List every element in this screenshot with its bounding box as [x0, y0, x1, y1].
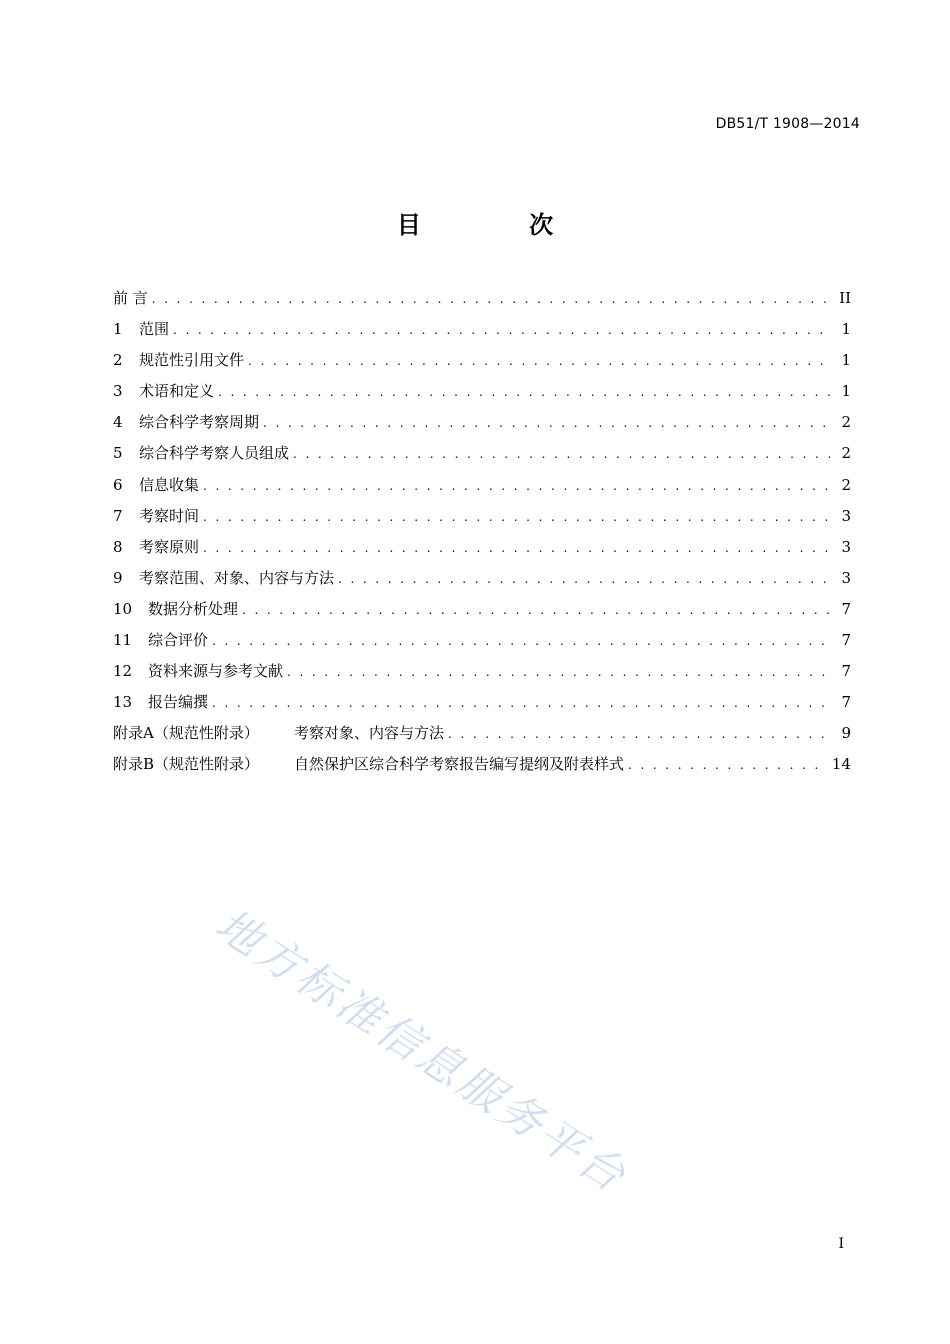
toc-entry-number: 11: [113, 631, 133, 650]
toc-entry[interactable]: [113, 594, 851, 625]
toc-entry-number: 12: [113, 662, 133, 681]
toc-entry-label: 考察对象、内容与方法: [294, 724, 445, 743]
toc-entry-label: 资料来源与参考文献: [148, 662, 284, 681]
toc-entry-label: 自然保护区综合科学考察报告编写提纲及附表样式: [294, 755, 625, 774]
toc-entry-page: 7: [841, 693, 851, 712]
toc-entry-number: 2: [113, 351, 123, 370]
toc-entry[interactable]: [113, 656, 851, 687]
toc-entry[interactable]: [113, 314, 851, 345]
toc-entry-number: 13: [113, 693, 133, 712]
toc-entry-label: 报告编撰: [148, 693, 209, 712]
toc-entry-number: 5: [113, 444, 123, 463]
toc-dot-leader: [448, 719, 833, 750]
toc-entry[interactable]: [113, 376, 851, 407]
toc-entry-page: 1: [841, 382, 851, 401]
toc-entry-label: 综合科学考察人员组成: [139, 444, 290, 463]
toc-entry-label: 信息收集: [139, 475, 200, 494]
toc-entry-label: 范围: [139, 320, 170, 339]
toc-entry[interactable]: [113, 501, 851, 532]
toc-entry-label: 术语和定义: [139, 382, 215, 401]
toc-dot-leader: [212, 626, 833, 657]
toc-dot-leader: [203, 502, 833, 533]
toc-entry-number: 8: [113, 537, 123, 556]
toc-dot-leader: [203, 471, 833, 502]
toc-entry-number: 7: [113, 506, 123, 525]
toc-entry-number: 1: [113, 320, 123, 339]
toc-entry-label: 考察时间: [139, 506, 200, 525]
toc-dot-leader: [242, 595, 833, 626]
standard-code: DB51/T 1908—2014: [715, 116, 860, 132]
toc-dot-leader: [248, 346, 833, 377]
toc-entry-label: 规范性引用文件: [139, 351, 245, 370]
toc-entry[interactable]: [113, 625, 851, 656]
toc-entry-number: 附录A（规范性附录）: [113, 724, 259, 743]
toc-entry-number: 10: [113, 599, 133, 618]
toc-entry-page: 2: [841, 475, 851, 494]
toc-entry-label: 综合评价: [148, 631, 209, 650]
toc-entry[interactable]: [113, 438, 851, 469]
toc-entry-page: 3: [841, 506, 851, 525]
watermark: 地方标准信息服务平台: [206, 899, 637, 1204]
toc-dot-leader: [212, 688, 833, 719]
page-number: I: [838, 1236, 844, 1252]
toc-entry-page: 14: [831, 755, 851, 774]
toc-entry[interactable]: [113, 532, 851, 563]
toc-entry-label: 考察范围、对象、内容与方法: [139, 568, 335, 587]
toc-entry-page: 9: [841, 724, 851, 743]
toc-dot-leader: [152, 284, 833, 315]
toc-dot-leader: [263, 408, 833, 439]
toc-entry-page: 7: [841, 662, 851, 681]
toc-entry-number: 3: [113, 382, 123, 401]
toc-entry-label: 综合科学考察周期: [139, 413, 260, 432]
toc-entry[interactable]: [113, 470, 851, 501]
toc-entry-page: 7: [841, 631, 851, 650]
toc-entry[interactable]: [113, 283, 851, 314]
toc-entry[interactable]: [113, 407, 851, 438]
table-of-contents: [113, 283, 851, 781]
toc-dot-leader: [203, 533, 833, 564]
toc-entry[interactable]: [113, 749, 851, 780]
toc-entry-label: 考察原则: [139, 537, 200, 556]
toc-entry-number: 4: [113, 413, 123, 432]
toc-title: 目 次: [396, 211, 604, 239]
toc-entry[interactable]: [113, 345, 851, 376]
toc-entry[interactable]: [113, 718, 851, 749]
toc-entry-page: 1: [841, 320, 851, 339]
toc-entry-page: 2: [841, 444, 851, 463]
toc-dot-leader: [218, 377, 833, 408]
toc-dot-leader: [338, 564, 833, 595]
toc-entry-label: 数据分析处理: [148, 599, 239, 618]
toc-entry-page: II: [839, 289, 851, 307]
toc-entry-page: 3: [841, 568, 851, 587]
toc-entry-page: 7: [841, 599, 851, 618]
toc-entry-page: 1: [841, 351, 851, 370]
toc-entry-label: 前 言: [113, 289, 148, 307]
toc-entry-page: 3: [841, 537, 851, 556]
toc-entry[interactable]: [113, 687, 851, 718]
toc-dot-leader: [287, 657, 833, 688]
toc-entry-number: 9: [113, 568, 123, 587]
toc-dot-leader: [173, 315, 833, 346]
toc-entry-number: 附录B（规范性附录）: [113, 755, 260, 774]
toc-entry[interactable]: [113, 563, 851, 594]
toc-dot-leader: [293, 439, 833, 470]
toc-entry-page: 2: [841, 413, 851, 432]
toc-dot-leader: [628, 750, 828, 781]
toc-entry-number: 6: [113, 475, 123, 494]
